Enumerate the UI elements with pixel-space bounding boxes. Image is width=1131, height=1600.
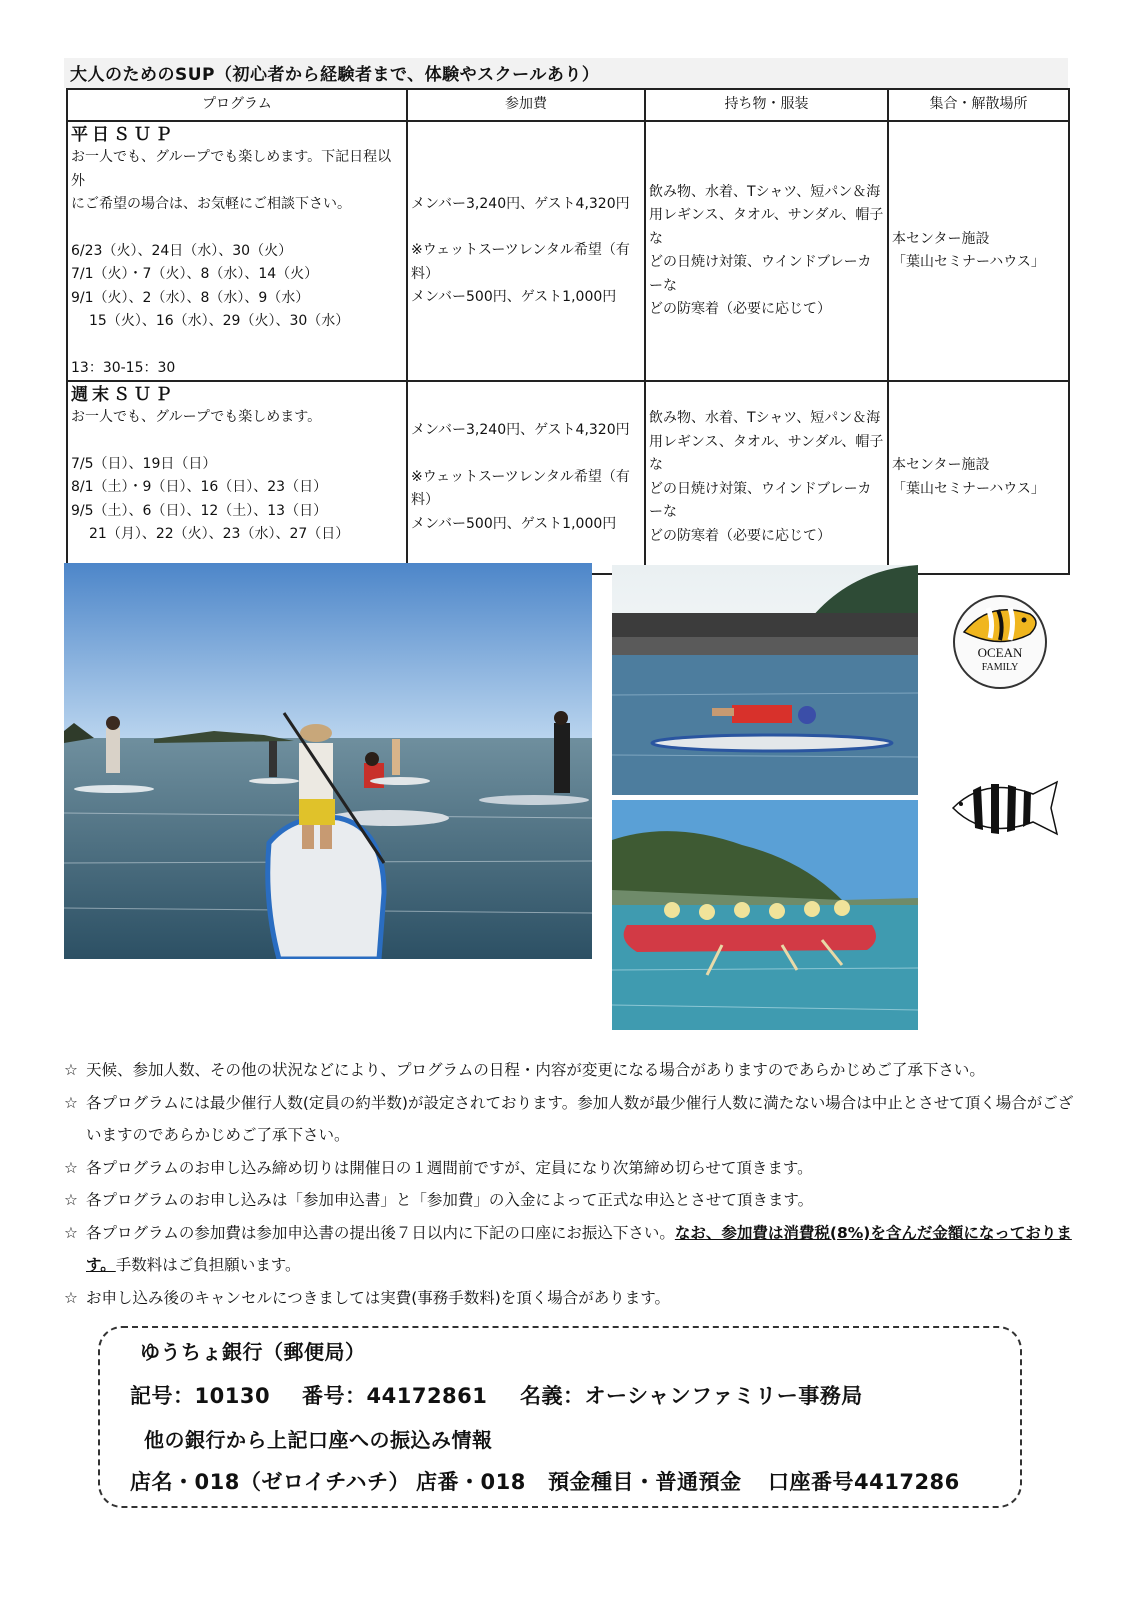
note-item [64, 1282, 1074, 1315]
fee-text: メンバー3,240円、ゲスト4,320円 [411, 195, 630, 212]
fee-note-line: メンバー500円、ゲスト1,000円 [411, 515, 617, 532]
table-row [67, 381, 1069, 574]
items-cell [645, 381, 888, 574]
items-line: 飲み物、水着、Tシャツ、短パン＆海 [649, 183, 881, 200]
items-line: どの日焼け対策、ウインドブレーカーな [649, 480, 872, 520]
ocean-family-logo [950, 592, 1050, 692]
note-item [64, 1217, 1074, 1282]
program-desc-line: にご希望の場合は、お気軽にご相談下さい。 [71, 196, 351, 212]
bank-number: 番号：44172861 [302, 1384, 488, 1408]
items-line: 飲み物、水着、Tシャツ、短パン＆海 [649, 410, 881, 426]
program-name: 平日ＳＵＰ [71, 125, 176, 145]
items-line: 用レギンス、タオル、サンダル、帽子な [649, 207, 884, 247]
schedule-table [66, 88, 1070, 575]
note-text: 天候、参加人数、その他の状況などにより、プログラムの日程・内容が変更になる場合がありますのであらかじめご了承下さい。 [86, 1061, 985, 1079]
raft-photo [612, 800, 918, 1030]
fee-note-line: 料） [411, 492, 439, 508]
place-cell [888, 121, 1069, 381]
program-date-line: 7/1（火）・7（火）、8（水）、14（火） [71, 266, 319, 282]
note-text: 各プログラムの参加費は参加申込書の提出後７日以内に下記の口座にお振込下さい。 [86, 1223, 675, 1242]
notes-list [64, 1054, 1074, 1314]
other-bank-title: 他の銀行から上記口座への振込み情報 [144, 1428, 493, 1452]
note-text: お申し込み後のキャンセルにつきましては実費(事務手数料)を頂く場合があります。 [86, 1288, 671, 1307]
branch-number: 店番・018 [416, 1470, 526, 1494]
items-line: どの防寒着（必要に応じて） [649, 527, 831, 544]
note-text: 各プログラムには最少催行人数(定員の約半数)が設定されております。参加人数が最少催行人数に満たない場合は中止とさせて頂く場合がございますのであらかじめご了承下さい。 [86, 1093, 1074, 1144]
items-line: どの日焼け対策、ウインドブレーカーな [649, 254, 872, 294]
place-line: 本センター施設 [892, 230, 990, 247]
program-cell [67, 381, 407, 574]
note-bold-text: なお、参加費は消費税(8%)を含んだ金額になっております。 [86, 1223, 1072, 1274]
place-line: 「葉山セミナーハウス」 [892, 254, 1045, 270]
fee-note-line: 料） [411, 265, 439, 282]
section-title: 大人のためのSUP（初心者から経験者まで、体験やスクールあり） [70, 65, 600, 85]
program-date-line: 8/1（土）・9（日）、16（日）、23（日） [71, 479, 328, 495]
note-text: 各プログラムのお申し込み締め切りは開催日の１週間前ですが、定員になり次第締め切らせて頂きます。 [86, 1158, 813, 1177]
program-date-line: 6/23（火）、24日（水）、30（火） [71, 242, 293, 259]
items-cell [645, 121, 888, 381]
note-item [64, 1087, 1074, 1152]
program-date-line: 9/5（土）、6（日）、12（土）、13（日） [71, 502, 328, 519]
logo-text-family: FAMILY [981, 662, 1019, 673]
fee-cell [407, 381, 645, 574]
star-icon: ☆ [64, 1288, 78, 1307]
star-icon: ☆ [64, 1093, 78, 1112]
deposit-type: 預金種目・普通預金 [548, 1470, 742, 1494]
header-items: 持ち物・服装 [645, 89, 888, 121]
branch-name: 店名・018（ゼロイチハチ） [130, 1470, 410, 1494]
items-line: どの防寒着（必要に応じて） [649, 301, 831, 317]
program-time: 13：30-15：30 [71, 359, 176, 376]
header-program: プログラム [67, 89, 407, 121]
star-icon: ☆ [64, 1191, 78, 1209]
program-date-line: 7/5（日）、19日（日） [71, 455, 217, 472]
table-header-row [67, 89, 1069, 121]
fee-cell [407, 121, 645, 381]
note-text: 各プログラムのお申し込みは「参加申込書」と「参加費」の入金によって正式な申込とさせて頂きます。 [86, 1191, 814, 1209]
place-cell [888, 381, 1069, 574]
header-fee: 参加費 [407, 89, 645, 121]
fee-note-line: ※ウェットスーツレンタル希望（有 [411, 242, 630, 258]
fee-text: メンバー3,240円、ゲスト4,320円 [411, 422, 630, 438]
place-line: 本センター施設 [892, 457, 990, 473]
star-icon: ☆ [64, 1158, 78, 1177]
header-place: 集合・解散場所 [888, 89, 1069, 121]
bank-symbol: 記号：10130 [130, 1384, 271, 1408]
program-desc-line: お一人でも、グループでも楽しめます。下記日程以外 [71, 149, 392, 189]
program-date-line: 15（火）、16（水）、29（火）、30（水） [89, 313, 350, 329]
star-icon: ☆ [64, 1061, 78, 1079]
place-line: 「葉山セミナーハウス」 [892, 480, 1045, 497]
sup-balance-photo [612, 565, 918, 795]
note-text: 手数料はご負担願います。 [115, 1256, 301, 1274]
note-item [64, 1184, 1074, 1217]
program-desc-line: お一人でも、グループでも楽しめます。 [71, 409, 322, 425]
fee-note-line: ※ウェットスーツレンタル希望（有 [411, 468, 630, 485]
fee-note-line: メンバー500円、ゲスト1,000円 [411, 289, 617, 305]
bank-holder: 名義：オーシャンファミリー事務局 [520, 1384, 863, 1408]
note-item [64, 1054, 1074, 1087]
bank-info-box [98, 1326, 1022, 1508]
sup-group-photo [64, 563, 592, 959]
program-cell [67, 121, 407, 381]
striped-fish-illustration [945, 772, 1065, 844]
star-icon: ☆ [64, 1223, 78, 1242]
program-date-line: 21（月）、22（火）、23（水）、27（日） [89, 526, 350, 542]
items-line: 用レギンス、タオル、サンダル、帽子な [649, 433, 884, 473]
bank-title: ゆうちょ銀行（郵便局） [140, 1340, 366, 1364]
table-row [67, 121, 1069, 381]
note-item [64, 1152, 1074, 1185]
program-date-line: 9/1（火）、2（水）、8（水）、9（水） [71, 289, 310, 306]
program-name: 週末ＳＵＰ [71, 385, 176, 405]
account-number: 口座番号4417286 [768, 1470, 960, 1494]
logo-text-ocean: OCEAN [977, 645, 1023, 660]
